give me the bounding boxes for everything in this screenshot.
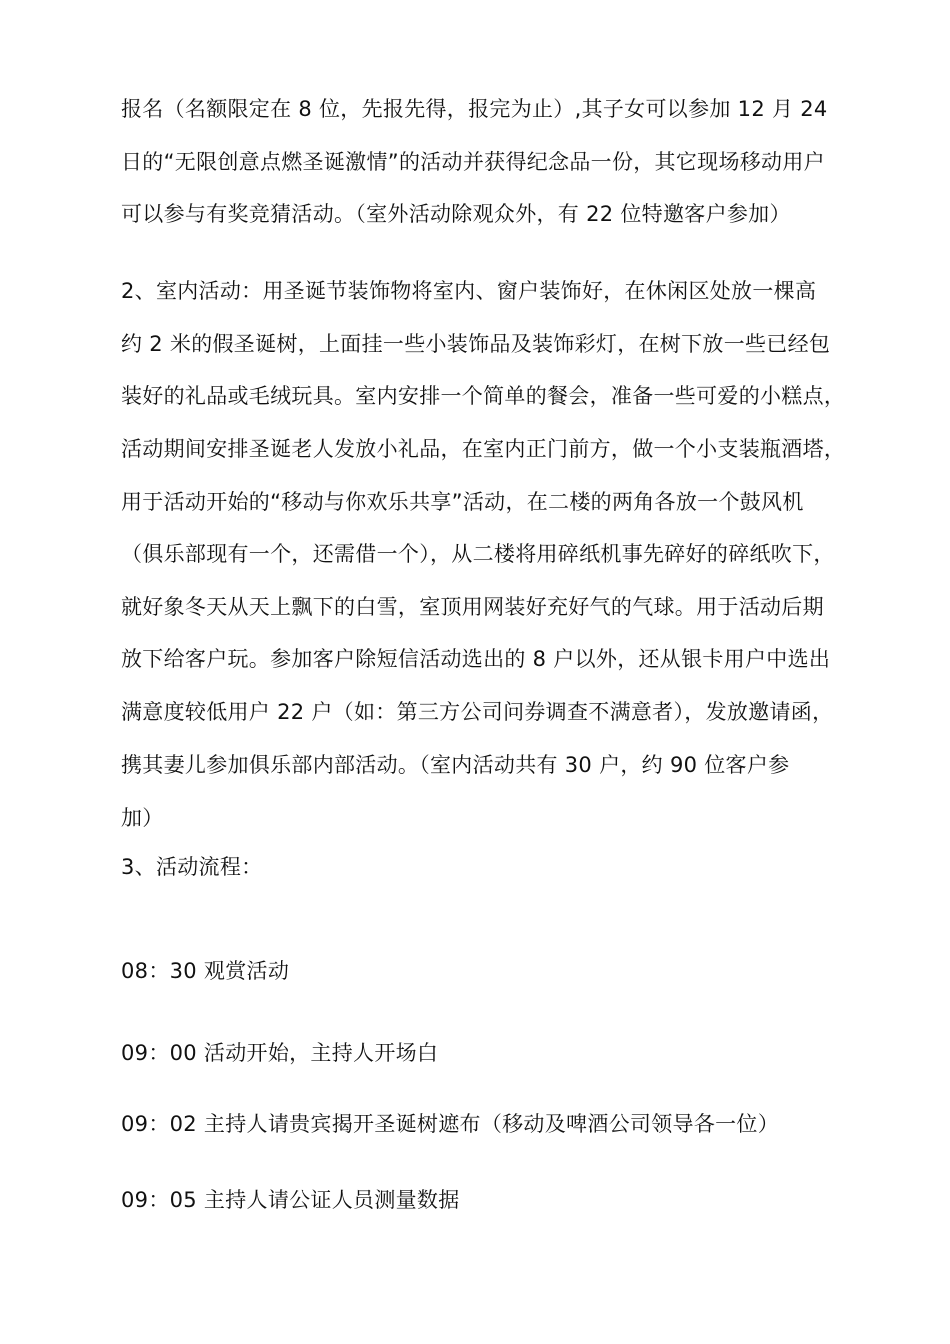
text-line: 活动期间安排圣诞老人发放小礼品，在室内正门前方，做一个小支装瓶酒塔， [121,437,846,461]
text-line: 就好象冬天从天上飘下的白雪，室顶用网装好充好气的气球。用于活动后期 [121,595,824,619]
text-line: 放下给客户玩。参加客户除短信活动选出的 8 户以外，还从银卡用户中选出 [121,647,831,671]
section-heading: 3、活动流程： [121,855,263,879]
text-line: 约 2 米的假圣诞树，上面挂一些小装饰品及装饰彩灯，在树下放一些已经包 [121,332,831,356]
schedule-item: 09：05 主持人请公证人员测量数据 [121,1188,460,1212]
text-line: 满意度较低用户 22 户（如：第三方公司问券调查不满意者），发放邀请函， [121,700,834,724]
text-line: 加） [121,806,164,830]
text-line: 报名（名额限定在 8 位，先报先得，报完为止）,其子女可以参加 12 月 24 [121,97,828,121]
text-line: （俱乐部现有一个，还需借一个），从二楼将用碎纸机事先碎好的碎纸吹下， [121,542,835,566]
text-line: 日的“无限创意点燃圣诞激情”的活动并获得纪念品一份，其它现场移动用户 [121,150,825,174]
schedule-item: 08：30 观赏活动 [121,959,290,983]
schedule-item: 09：02 主持人请贵宾揭开圣诞树遮布（移动及啤酒公司领导各一位） [121,1112,780,1136]
schedule-item: 09：00 活动开始，主持人开场白 [121,1041,439,1065]
text-line: 2、室内活动：用圣诞节装饰物将室内、窗户装饰好，在休闲区处放一棵高 [121,279,817,303]
text-line: 装好的礼品或毛绒玩具。室内安排一个简单的餐会，准备一些可爱的小糕点， [121,384,846,408]
text-line: 携其妻儿参加俱乐部内部活动。（室内活动共有 30 户，约 90 位客户参 [121,753,790,777]
text-line: 用于活动开始的“移动与你欢乐共享”活动，在二楼的两角各放一个鼓风机 [121,490,804,514]
text-line: 可以参与有奖竞猜活动。（室外活动除观众外，有 22 位特邀客户参加） [121,202,791,226]
